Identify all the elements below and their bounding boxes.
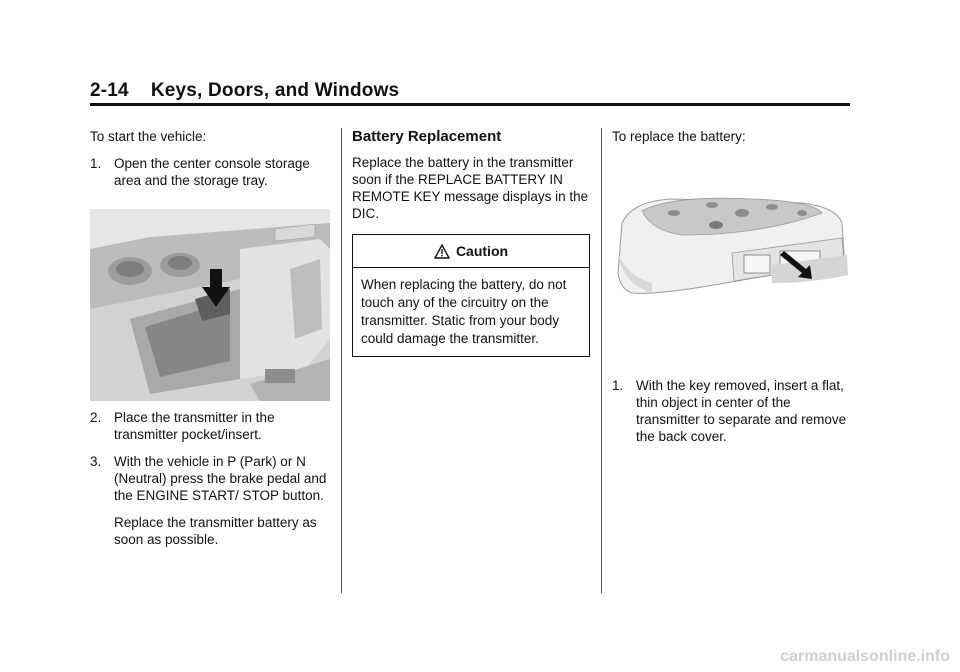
- step-number: 2.: [90, 410, 102, 425]
- replace-intro: To replace the battery:: [612, 129, 746, 144]
- key-fob-illustration: [612, 183, 850, 343]
- step-number: 1.: [612, 378, 624, 393]
- header-rule: [90, 103, 850, 106]
- watermark: carmanualsonline.info: [780, 648, 950, 665]
- section-heading: Battery Replacement: [352, 128, 502, 145]
- column-start-vehicle: [90, 128, 330, 548]
- section-number: 2-14: [90, 80, 129, 101]
- list-item: [612, 377, 850, 445]
- step-text: With the vehicle in P (Park) or N (Neutral) press the brake pedal and the ENGINE START/ STOP button.: [114, 454, 327, 503]
- battery-note: Replace the transmitter battery as soon as possible.: [114, 515, 317, 547]
- column-divider-1: [341, 128, 342, 593]
- step-number: 3.: [90, 454, 102, 469]
- list-item: [90, 155, 330, 189]
- chapter-title: Keys, Doors, and Windows: [150, 80, 400, 101]
- column-battery-replacement: [352, 128, 590, 357]
- console-illustration: [90, 209, 330, 401]
- step-text: Open the center console storage area and the storage tray.: [114, 156, 310, 188]
- column-replace-battery: [612, 128, 850, 445]
- caution-title: Caution: [455, 242, 509, 259]
- page-title: [90, 80, 850, 102]
- column-divider-2: [601, 128, 602, 593]
- battery-intro: Replace the battery in the transmitter soon if the REPLACE BATTERY IN REMOTE KEY message displays in the DIC.: [352, 155, 589, 221]
- step-number: 1.: [90, 156, 102, 171]
- warning-icon: [434, 244, 450, 259]
- list-item: [90, 409, 330, 443]
- step-text: With the key removed, insert a flat, thin object in center of the transmitter to separate and remove the back cover.: [636, 378, 847, 444]
- step-text: Place the transmitter in the transmitter pocket/insert.: [114, 410, 275, 442]
- caution-box: [352, 234, 590, 357]
- caution-text: When replacing the battery, do not touch any of the circuitry on the transmitter. Static from your body could damage the transmitter.: [361, 277, 567, 346]
- start-intro: To start the vehicle:: [90, 129, 207, 144]
- list-item: [90, 453, 330, 504]
- page-header: [90, 80, 850, 102]
- caution-header: [353, 235, 589, 268]
